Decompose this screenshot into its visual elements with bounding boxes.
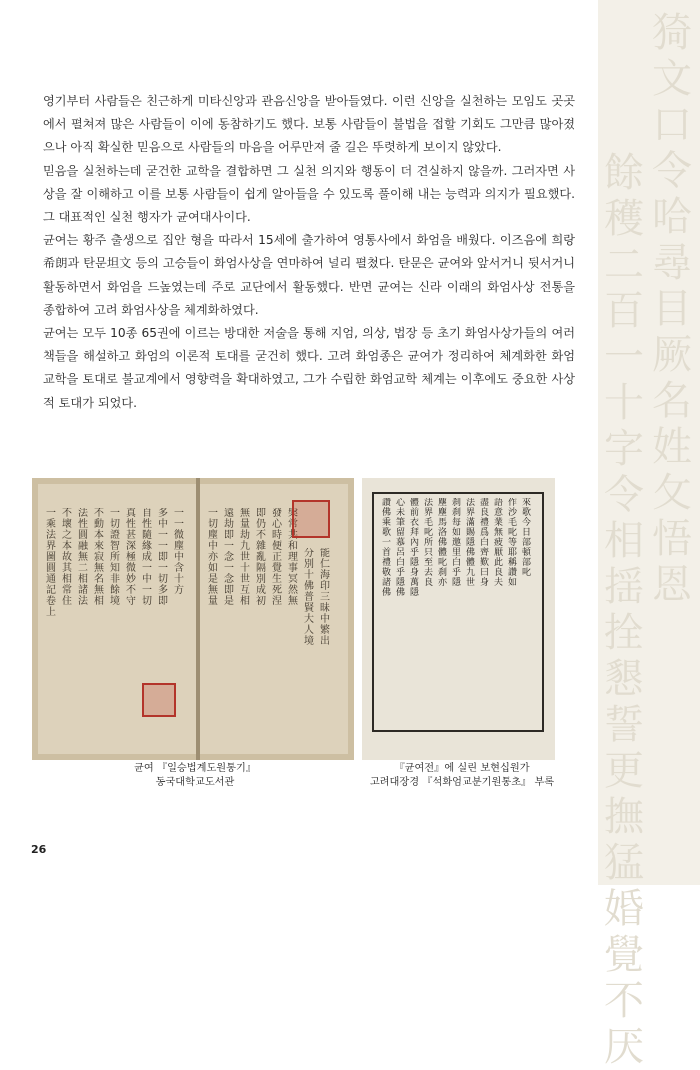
text-column: 無量劫九世十世互相 <box>240 508 250 607</box>
text-column: 多中一一即一切多即 <box>158 508 168 607</box>
paragraph: 균여는 모두 10종 65권에 이르는 방대한 저술을 통해 지엄, 의상, 법장 등 초기 화엄사상가들의 여러 책들을 해설하고 화엄의 이론적 토대를 굳건히 했다. 고려 화엄종은 균여가 정리하여 체계화한 화엄교학을 토대로 불교계에서 영향력을 확대하였고, 그가 수립한 화엄교학 체계는 이후에도 중요한 사상적 토대가 되었다. <box>43 326 575 410</box>
text-column: 能仁海印三昧中繁出 <box>320 548 330 647</box>
caption-source: 고려대장경 『석화엄교분기원통초』 부록 <box>369 777 555 788</box>
text-column: 遠劫即一念一念即是 <box>224 508 234 607</box>
text-column: 心未筆留慕呂白乎隱佛 <box>396 498 406 598</box>
caption-source: 동국대학교도서관 <box>155 777 235 788</box>
text-column: 一一微塵中含十方 <box>174 508 184 596</box>
photo-gyunyeojeon-bohyeon-sipwonga <box>362 478 555 760</box>
text-column: 體前衣拜內乎隱身萬隱 <box>410 498 420 598</box>
red-seal-stamp <box>142 683 176 717</box>
page-number: 26 <box>31 843 47 856</box>
text-column: 槃常共和理事冥然無 <box>288 508 298 607</box>
red-seal-stamp <box>292 500 330 538</box>
text-column: 一乘法界圖圓通記卷上 <box>46 508 56 618</box>
paragraph: 영기부터 사람들은 친근하게 미타신앙과 관음신앙을 받아들였다. 이런 신앙을 실천하는 모임도 곳곳에서 펼쳐져 많은 사람들이 이에 동참하기도 했다. 보통 사람들이 불법을 접할 기회도 그만큼 많아졌으나 아직 확실한 믿음으로 사람들의 마음을 어루만져 줄 길은 뚜렷하게 보이지 않았다. <box>43 94 575 155</box>
calligraphy-column: 猗文口令哈尋目厥名姓攵悟恩 <box>652 10 692 608</box>
photo-caption <box>362 762 562 790</box>
text-column: 作沙毛叱等耶稱讚如 <box>508 498 518 588</box>
text-column: 分別十佛普賢大人境 <box>304 548 314 647</box>
text-column: 真性甚深極微妙不守 <box>126 508 136 607</box>
text-column: 語意業無疲厭此良夫 <box>494 498 504 588</box>
text-column: 不動本來寂無名無相 <box>94 508 104 607</box>
text-column: 一切證智所知非餘境 <box>110 508 120 607</box>
text-column: 法性圓融無二相諸法 <box>78 508 88 607</box>
body-text <box>43 90 575 415</box>
text-column: 一切塵中亦如是無量 <box>208 508 218 607</box>
text-column: 自性隨緣成一中一切 <box>142 508 152 607</box>
text-column: 法界滿賜隱佛體九世 <box>466 498 476 588</box>
text-column: 刹刹每如邀里白乎隱 <box>452 498 462 588</box>
text-column: 來歌今日部頓部叱 <box>522 498 532 578</box>
decorative-calligraphy-band <box>598 0 700 1070</box>
caption-title: 균여 『일승법계도원통기』 <box>133 763 257 774</box>
paragraph: 믿음을 실천하는데 굳건한 교학을 결합하면 그 실천 의지와 행동이 더 견실하지 않을까. 그러자면 사상을 잘 이해하고 이를 보통 사람들이 쉽게 알아들을 수 있도록 풀이해 내는 능력과 의지가 필요했다. 그 대표적인 실천 행자가 균여대사이다. <box>43 163 575 225</box>
book-spine <box>196 478 200 760</box>
photo-ilseung-beopgyedo-wontonggi <box>32 478 354 760</box>
photo-caption <box>60 762 330 790</box>
text-column: 不壞之本故其相常住 <box>62 508 72 607</box>
text-column: 即仍不雜亂隔別成初 <box>256 508 266 607</box>
text-column: 讚佛乘歌一首禮敬諸佛 <box>382 498 392 598</box>
caption-title: 『균여전』에 실린 보현십원가 <box>394 763 530 774</box>
text-column: 塵塵馬洛佛體叱刹亦 <box>438 498 448 588</box>
text-column: 發心時便正覺生死涅 <box>272 508 282 607</box>
text-column: 法界毛叱所只至去良 <box>424 498 434 588</box>
calligraphy-column: 餘穫二百一十字令相揺拴懇誓更撫猛婚覺不厌 <box>604 150 644 1070</box>
paragraph: 균여는 황주 출생으로 집안 형을 따라서 15세에 출가하여 영통사에서 화엄을 배웠다. 이즈음에 희랑希朗과 탄문坦文 등의 고승들이 화엄사상을 연마하여 널리 펼쳤다. 탄문은 균여와 앞서거니 뒷서거니 활동하면서 화엄을 드높였는데 주로 교단에서 활동했다. 반면 균여는 신라 이래의 화엄사상 전통을 종합하여 고려 화엄사상을 체계화하였다. <box>43 233 575 317</box>
text-column: 盡良禮爲白齊歎曰身 <box>480 498 490 588</box>
